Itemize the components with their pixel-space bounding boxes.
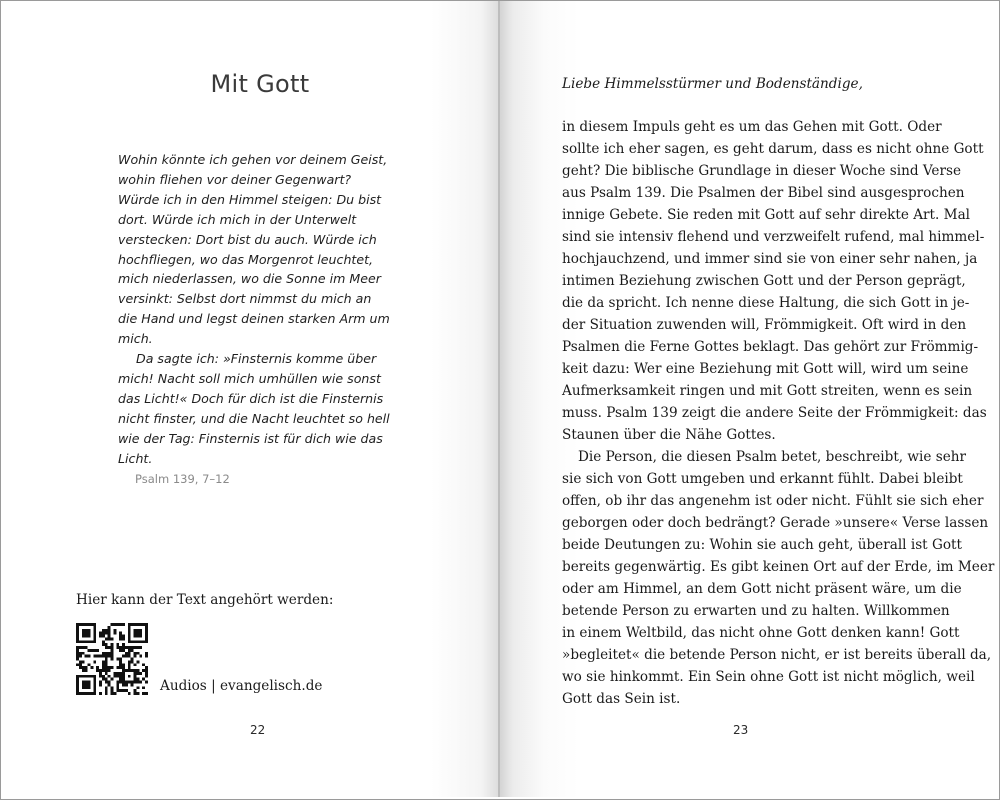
body-line: in einem Weltbild, das nicht ohne Gott denken kann! Gott <box>562 625 960 641</box>
audio-intro-text: Hier kann der Text angehört werden: <box>76 592 334 608</box>
body-line: beide Deutungen zu: Wohin sie auch geht, überall ist Gott <box>562 537 962 553</box>
body-line: die da spricht. Ich nenne diese Haltung, die sich Gott in je- <box>562 295 970 311</box>
body-line: betende Person zu erwarten und zu halten. Willkommen <box>562 603 950 619</box>
body-line: offen, ob ihr das angenehm ist oder nicht. Fühlt sie sich eher <box>562 493 984 509</box>
body-line: Aufmerksamkeit ringen und mit Gott streiten, wenn es sein <box>562 383 973 399</box>
body-line: wo sie hinkommt. Ein Sein ohne Gott ist nicht möglich, weil <box>562 669 975 685</box>
poem-line: Würde ich in den Himmel steigen: Du bist <box>118 191 382 207</box>
poem-line: hochfliegen, wo das Morgenrot leuchtet, <box>118 251 374 267</box>
salutation: Liebe Himmelsstürmer und Bodenständige, <box>562 76 863 92</box>
body-line: Staunen über die Nähe Gottes. <box>562 427 776 443</box>
body-line: bereits gegenwärtig. Es gibt keinen Ort auf der Erde, im Meer <box>562 559 995 575</box>
body-line: keit dazu: Wer eine Beziehung mit Gott will, wird um seine <box>562 361 969 377</box>
body-line: in diesem Impuls geht es um das Gehen mit Gott. Oder <box>562 119 942 135</box>
body-line: hochjauchzend, und immer sind sie von einer sehr nahen, ja <box>562 251 978 267</box>
poem-line: mich! Nacht soll mich umhüllen wie sonst <box>118 370 381 386</box>
poem-line: mich. <box>118 331 153 347</box>
poem-line: Wohin könnte ich gehen vor deinem Geist, <box>118 152 388 167</box>
page-number-right: 23 <box>733 723 749 737</box>
poem-line: nicht finster, und die Nacht leuchtet so hell <box>118 410 390 426</box>
poem-line: wohin fliehen vor deiner Gegenwart? <box>118 171 352 187</box>
psalm-quote <box>118 150 418 469</box>
poem-line: Da sagte ich: »Finsternis komme über <box>136 351 377 367</box>
poem-line: verstecken: Dort bist du auch. Würde ich <box>118 231 377 247</box>
body-text <box>562 116 995 710</box>
body-line: aus Psalm 139. Die Psalmen der Bibel sind ausgesprochen <box>562 185 965 201</box>
chapter-title: Mit Gott <box>210 70 310 98</box>
body-line: innige Gebete. Sie reden mit Gott auf sehr direkte Art. Mal <box>562 207 971 223</box>
body-line: sind sie intensiv flehend und verzweifelt rufend, mal himmel- <box>562 229 985 245</box>
poem-line: die Hand und legst deinen starken Arm um <box>118 311 390 327</box>
book-gutter <box>498 1 500 797</box>
poem-line: Licht. <box>118 450 153 466</box>
body-line: muss. Psalm 139 zeigt die andere Seite der Frömmigkeit: das <box>562 405 987 421</box>
body-line: intimen Beziehung zwischen Gott und der Person geprägt, <box>562 273 966 289</box>
poem-line: mich niederlassen, wo die Sonne im Meer <box>118 271 381 287</box>
body-line: »begleitet« die betende Person nicht, er ist bereits überall da, <box>562 647 992 663</box>
poem-line: dort. Würde ich mich in der Unterwelt <box>118 211 357 227</box>
body-line: Gott das Sein ist. <box>562 691 681 707</box>
body-line: geht? Die biblische Grundlage in dieser Woche sind Verse <box>562 163 961 179</box>
body-line: sie sich von Gott umgeben und erkannt fühlt. Dabei bleibt <box>562 471 963 487</box>
poem-line: das Licht!« Doch für dich ist die Finsternis <box>118 390 384 406</box>
psalm-citation: Psalm 139, 7–12 <box>135 472 230 486</box>
body-line: oder am Himmel, an dem Gott nicht präsent wäre, um die <box>562 581 962 597</box>
body-line: der Situation zuwenden will, Frömmigkeit. Oft wird in den <box>562 317 967 333</box>
qr-code-icon[interactable] <box>76 623 148 695</box>
poem-line: wie der Tag: Finsternis ist für dich wie das <box>118 430 383 446</box>
poem-line: versinkt: Selbst dort nimmst du mich an <box>118 291 372 307</box>
body-line: geborgen oder doch bedrängt? Gerade »unsere« Verse lassen <box>562 515 989 531</box>
body-line: sollte ich eher sagen, es geht darum, dass es nicht ohne Gott <box>562 141 984 157</box>
body-line: Die Person, die diesen Psalm betet, beschreibt, wie sehr <box>578 449 967 465</box>
body-line: Psalmen die Ferne Gottes beklagt. Das gehört zur Frömmig- <box>562 339 979 355</box>
page-number-left: 22 <box>250 723 266 737</box>
audio-link[interactable]: Audios | evangelisch.de <box>160 678 323 694</box>
